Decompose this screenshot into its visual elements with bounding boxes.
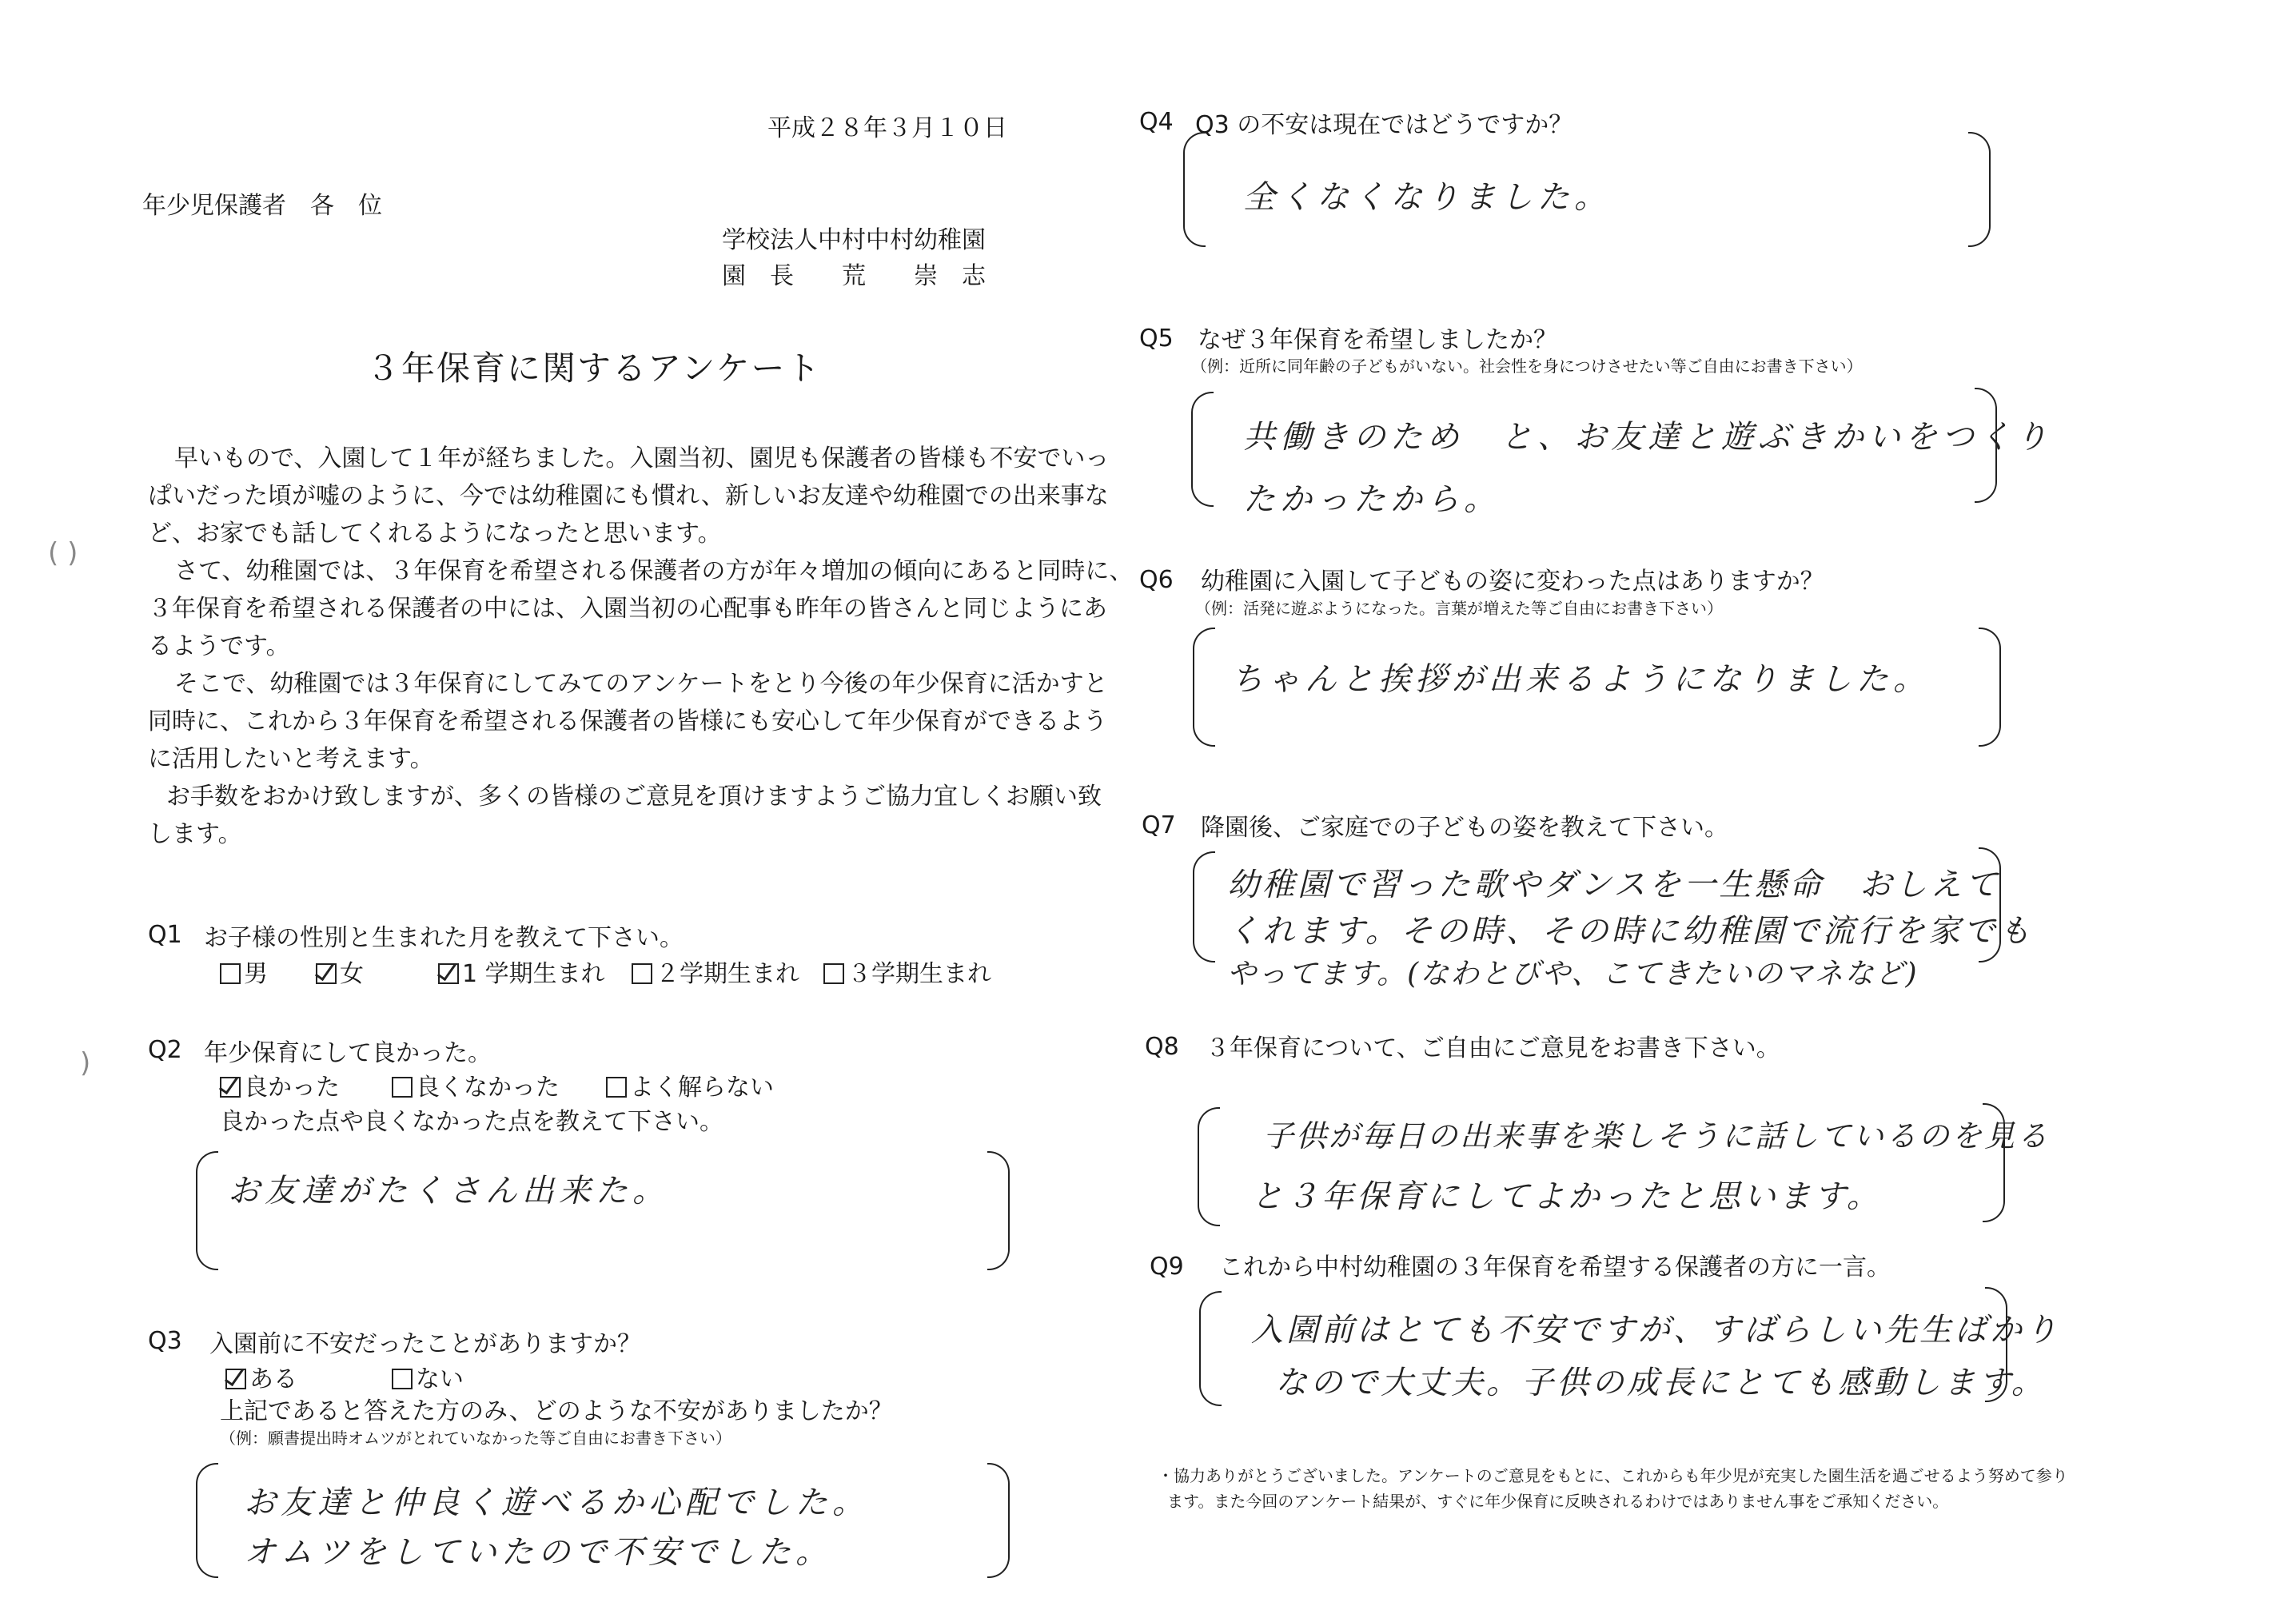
q8-answer-line[interactable]: と３年保育にしてよかったと思います。 [1251,1178,1882,1215]
q7-answer-line[interactable]: くれます。その時、その時に幼稚園で流行を家でも [1227,913,2034,950]
q8-number: Q8 [1145,1033,1179,1061]
q2-subquestion: 良かった点や良くなかった点を教えて下さい。 [220,1108,723,1136]
date: 平成２８年３月１０日 [767,114,1007,142]
q3-answer-line[interactable]: オムツをしていたので不安でした。 [244,1534,832,1571]
intro-line: ど、お家でも話してくれるようになったと思います。 [148,520,722,548]
checkbox[interactable] [392,1077,413,1098]
q5-answer-line[interactable]: 共働きのため と、お友達と遊ぶきかいをつくり [1243,419,2052,456]
q2-answer-bracket-left [196,1151,218,1270]
checkbox[interactable] [823,963,844,984]
q1-option-male[interactable]: 男 [220,954,268,989]
q5-example: （例：近所に同年齢の子どもがいない。社会性を身につけさせたい等ご自由にお書き下さい） [1191,357,1863,376]
q5-answer-line[interactable]: たかったから。 [1243,481,1501,518]
intro-line: さて、幼稚園では、３年保育を希望される保護者の方が年々増加の傾向にあると同時に、 [174,557,1134,585]
q9-number: Q9 [1150,1253,1184,1281]
checkbox[interactable] [632,963,652,984]
q1-option-term3[interactable]: ３学期生まれ [823,954,991,989]
q6-answer-bracket-left [1193,628,1215,747]
q7-number: Q7 [1142,811,1176,839]
intro-line: ぱいだった頃が嘘のように、今では幼稚園にも慣れ、新しいお友達や幼稚園での出来事な [148,482,1109,510]
q2-answer-bracket-right [987,1151,1010,1270]
checkbox-checked[interactable] [225,1369,246,1389]
q2-number: Q2 [148,1036,182,1064]
q2-answer-line[interactable]: お友達がたくさん出来た。 [228,1173,669,1210]
q4-answer-bracket-left [1183,132,1206,247]
q8-question: ３年保育について、ご自由にご意見をお書き下さい。 [1206,1034,1780,1062]
q3-option-yes[interactable]: ある [225,1359,297,1394]
q1-question: お子様の性別と生まれた月を教えて下さい。 [204,924,684,952]
checkbox[interactable] [606,1077,627,1098]
q2-option-unsure[interactable]: よく解らない [606,1067,774,1102]
checkbox-checked[interactable] [316,963,337,984]
q9-answer-bracket-left [1199,1291,1222,1406]
q7-answer-line[interactable]: 幼稚園で習った歌やダンスを一生懸命 おしえて [1227,867,2001,903]
q6-answer-bracket-right [1979,628,2001,747]
q3-number: Q3 [148,1327,182,1355]
q6-example: （例：活発に遊ぶようになった。言葉が増えた等ご自由にお書き下さい） [1195,599,1723,618]
q3-answer-bracket-right [987,1463,1010,1578]
q7-question: 降園後、ご家庭での子どもの姿を教えて下さい。 [1201,814,1728,842]
q3-answer-line[interactable]: お友達と仲良く遊べるか心配でした。 [244,1484,869,1521]
q2-option-bad[interactable]: 良くなかった [392,1067,560,1102]
q5-question: なぜ３年保育を希望しましたか？ [1198,326,1557,354]
q7-answer-line[interactable]: やってます。(なわとびや、こてきたいのマネなど) [1227,958,1919,990]
q5-number: Q5 [1139,325,1174,353]
q1-option-term1[interactable]: 1 学期生まれ [438,954,605,989]
q8-answer-bracket-left [1198,1107,1220,1226]
q9-question: これから中村幼稚園の３年保育を希望する保護者の方に一言。 [1219,1253,1891,1281]
q9-answer-line[interactable]: 入園前はとても不安ですが、すばらしい先生ばかり [1251,1312,2060,1349]
q3-example: （例：願書提出時オムツがとれていなかった等ご自由にお書き下さい） [220,1429,731,1448]
q5-answer-bracket-left [1191,392,1214,507]
q3-option-no[interactable]: ない [392,1359,464,1394]
intro-line: そこで、幼稚園では３年保育にしてみてのアンケートをとり今後の年少保育に活かすと [174,670,1108,698]
q1-option-female[interactable]: 女 [316,954,364,989]
checkbox[interactable] [220,963,241,984]
margin-paren: ( ) [48,537,78,569]
q1-option-term2[interactable]: ２学期生まれ [632,954,799,989]
footer-note-line: ・協力ありがとうございました。アンケートのご意見をもとに、これからも年少児が充実した園生活を過ごせるよう努めて参り [1158,1466,2068,1485]
intro-line: るようです。 [148,632,290,660]
q6-question: 幼稚園に入園して子どもの姿に変わった点はありますか？ [1201,568,1824,596]
footer-note-line: ます。また今回のアンケート結果が、すぐに年少保育に反映されるわけではありません事をご承知ください。 [1167,1492,1949,1511]
q2-question: 年少保育にして良かった。 [204,1039,492,1067]
q4-question: Q3 の不安は現在ではどうですか？ [1195,111,1573,139]
q4-answer-line[interactable]: 全くなくなりました。 [1243,179,1611,216]
intro-line: します。 [148,820,242,848]
checkbox-checked[interactable] [438,963,459,984]
q3-question: 入園前に不安だったことがありますか？ [209,1330,641,1358]
principal: 園 長 荒 崇 志 [722,262,986,290]
checkbox[interactable] [392,1369,413,1389]
q4-answer-bracket-right [1968,132,1991,247]
q3-subquestion: 上記であると答えた方のみ、どのような不安がありましたか？ [220,1397,893,1425]
q6-answer-line[interactable]: ちゃんと挨拶が出来るようになりました。 [1231,661,1930,698]
checkbox-checked[interactable] [220,1077,241,1098]
q6-number: Q6 [1139,566,1174,594]
organization: 学校法人中村中村幼稚園 [722,226,986,254]
intro-line: お手数をおかけ致しますが、多くの皆様のご意見を頂けますようご協力宜しくお願い致 [166,783,1102,811]
q9-answer-line[interactable]: なので大丈夫。子供の成長にとても感動します。 [1275,1365,2047,1401]
intro-line: 同時に、これから３年保育を希望される保護者の皆様にも安心して年少保育ができるよう [148,707,1107,735]
survey-title: ３年保育に関するアンケート [366,349,822,388]
q4-number: Q4 [1139,108,1174,136]
q8-answer-line[interactable]: 子供が毎日の出来事を楽しそうに話しているのを見る [1263,1118,2051,1154]
margin-paren: ) [80,1047,91,1079]
addressee: 年少児保護者 各 位 [142,192,382,220]
intro-line: に活用したいと考えます。 [148,745,434,773]
intro-line: ３年保育を希望される保護者の中には、入園当初の心配事も昨年の皆さんと同じようにあ [148,595,1107,623]
q2-option-good[interactable]: 良かった [220,1067,340,1102]
q1-number: Q1 [148,921,182,949]
q3-answer-bracket-left [196,1463,218,1578]
intro-line: 早いもので、入園して１年が経ちました。入園当初、園児も保護者の皆様も不安でいっ [174,444,1110,472]
q7-answer-bracket-left [1193,851,1215,962]
